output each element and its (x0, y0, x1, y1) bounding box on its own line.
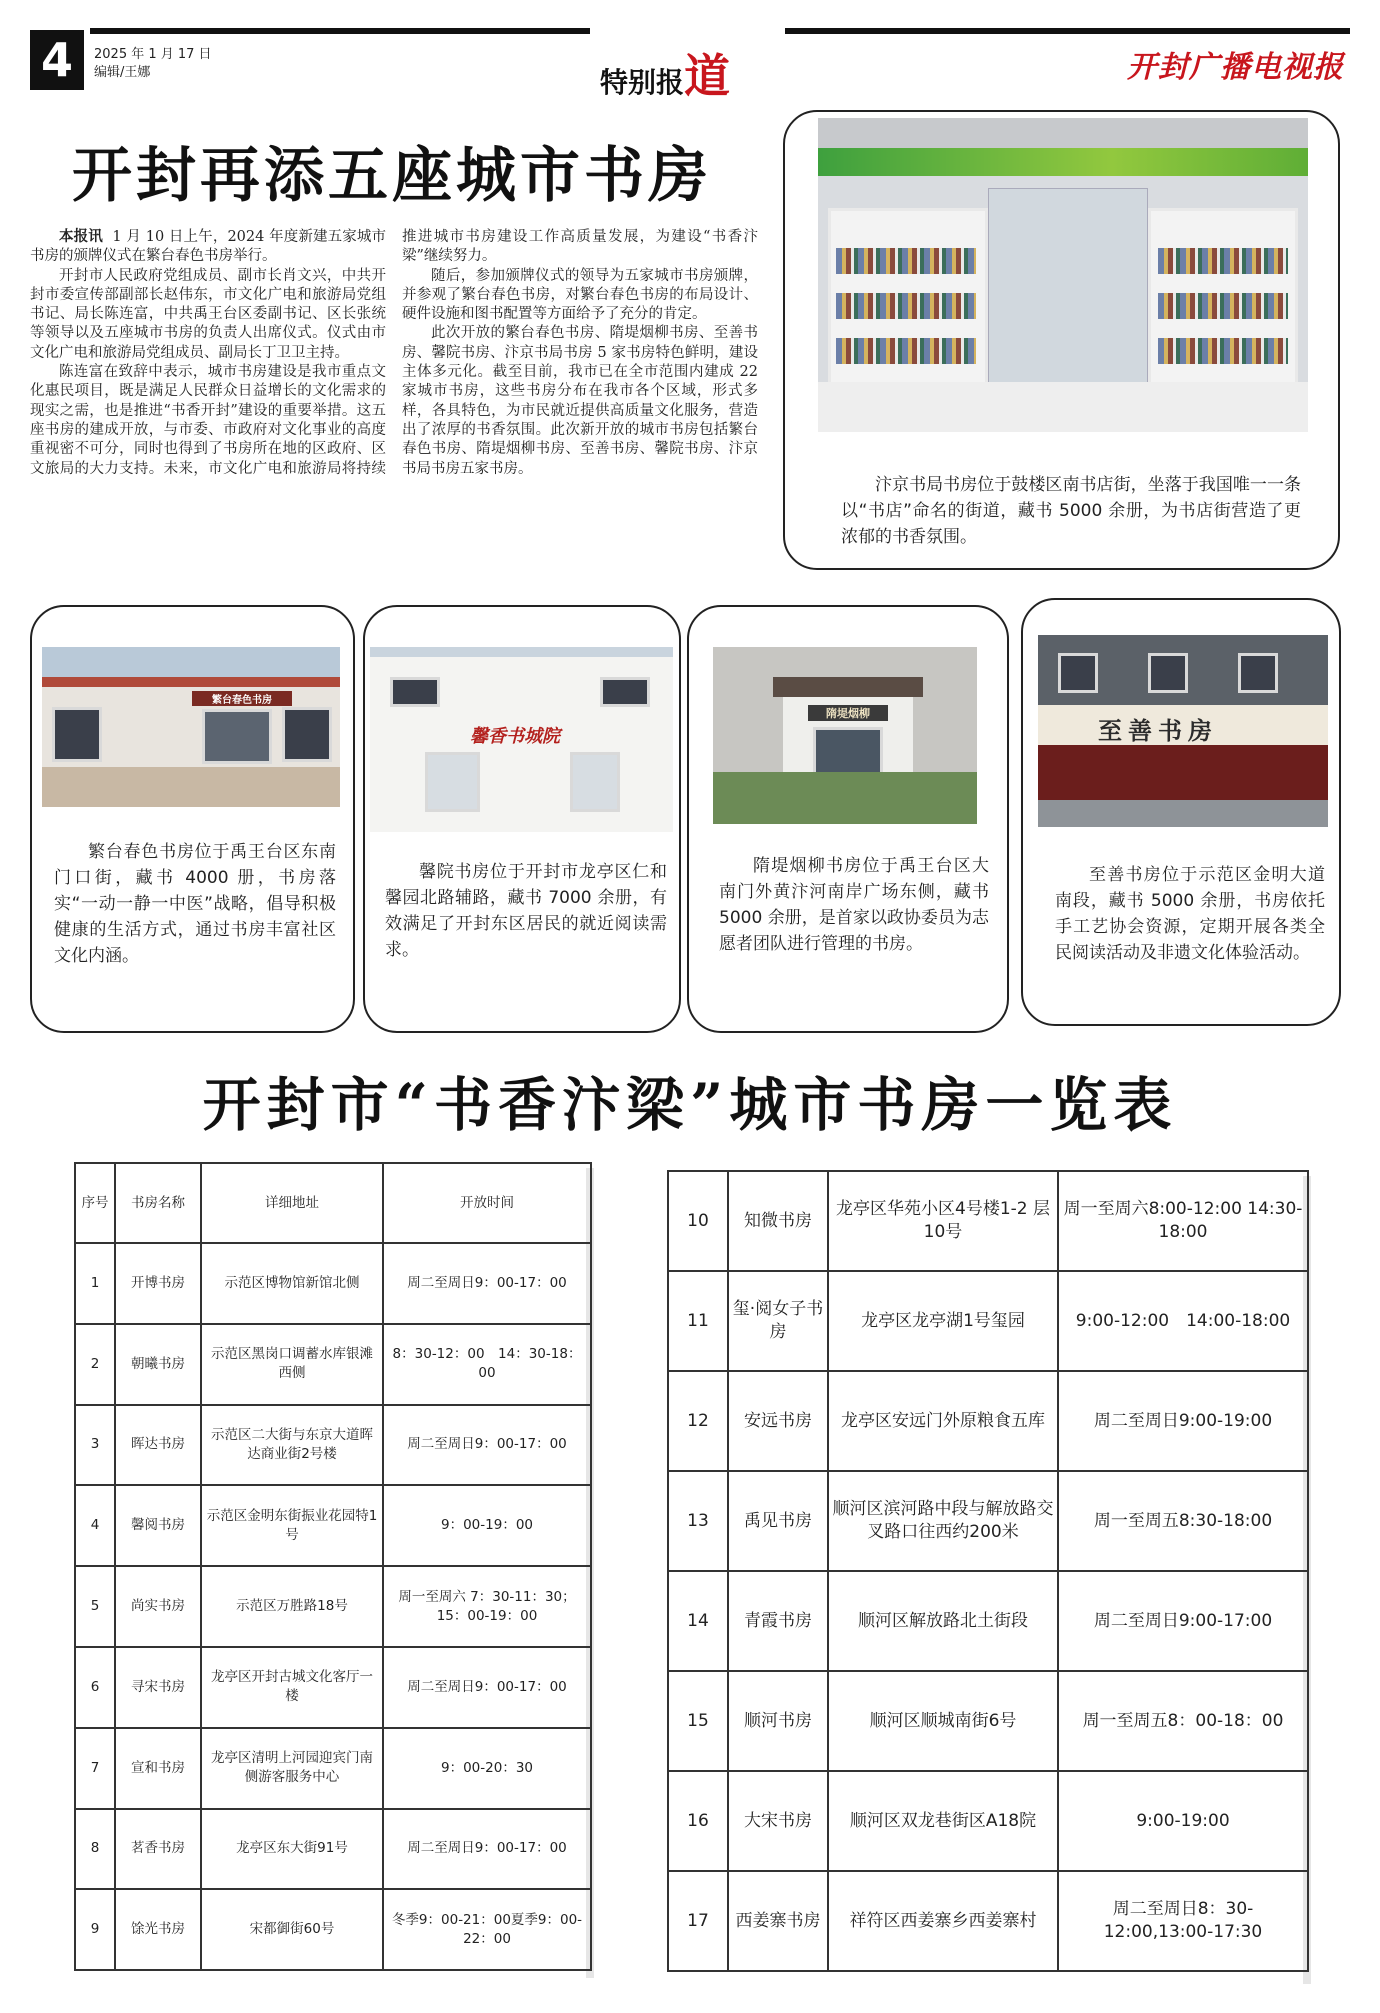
table-cell: 宣和书房 (115, 1728, 201, 1809)
photo-xinyuan (370, 647, 673, 832)
table-cell: 14 (668, 1571, 728, 1671)
table-header-row (75, 1163, 591, 1243)
photo-caption-fantai: 繁台春色书房位于禹王台区东南门口街，藏书 4000 册，书房落实“一动一静一中医”战略，倡导积极健康的生活方式，通过书房丰富社区文化内涵。 (54, 842, 336, 966)
table-cell: 13 (668, 1471, 728, 1571)
table-cell: 馀光书房 (115, 1889, 201, 1970)
table-cell: 龙亭区安远门外原粮食五库 (828, 1371, 1058, 1471)
article-body (30, 228, 758, 590)
article-headline: 开封再添五座城市书房 (72, 141, 712, 211)
editor-credit: 编辑/王娜 (94, 65, 151, 80)
table-row (75, 1728, 591, 1809)
masthead-logo: 开封广播电视报 (1127, 50, 1344, 85)
table-cell: 尚实书房 (115, 1566, 201, 1647)
table-cell: 龙亭区清明上河园迎宾门南侧游客服务中心 (201, 1728, 383, 1809)
table-row (75, 1889, 591, 1970)
bookroom-table-right (667, 1170, 1309, 1972)
page-number: 4 (30, 30, 84, 90)
feature-photo-box (783, 110, 1340, 570)
photo-box-suiti (687, 605, 1009, 1033)
header-rule-right (785, 28, 1350, 34)
table-cell: 龙亭区开封古城文化客厅一楼 (201, 1647, 383, 1728)
table-row (75, 1647, 591, 1728)
table-cell: 6 (75, 1647, 115, 1728)
col-header: 详细地址 (201, 1163, 383, 1243)
table-cell: 9：00-20：30 (383, 1728, 591, 1809)
col-header: 书房名称 (115, 1163, 201, 1243)
column-title-small: 特别报 (600, 66, 685, 99)
table-cell: 顺河区解放路北土街段 (828, 1571, 1058, 1671)
photo-caption-suiti: 隋堤烟柳书房位于禹王台区大南门外黄汴河南岸广场东侧，藏书 5000 余册，是首家以政协委员为志愿者团队进行管理的书房。 (719, 856, 989, 954)
header-rule-left (90, 28, 590, 34)
table-cell: 周二至周日8：30-12:00,13:00-17:30 (1058, 1871, 1308, 1971)
table-cell: 晖达书房 (115, 1405, 201, 1486)
table-cell: 9 (75, 1889, 115, 1970)
table-cell: 大宋书房 (728, 1771, 828, 1871)
table-cell: 10 (668, 1171, 728, 1271)
table-cell: 寻宋书房 (115, 1647, 201, 1728)
header-meta (94, 46, 212, 82)
table-row (75, 1809, 591, 1890)
feature-caption: 汴京书局书房位于鼓楼区南书店街，坐落于我国唯一一条以“书店”命名的街道，藏书 5000 余册，为书店街营造了更浓郁的书香氛围。 (841, 475, 1301, 547)
bookroom-table-left (74, 1162, 592, 1971)
table-cell: 12 (668, 1371, 728, 1471)
table-row (668, 1871, 1308, 1971)
table-row (668, 1271, 1308, 1371)
table-cell: 示范区博物馆新馆北侧 (201, 1243, 383, 1324)
table-cell: 示范区万胜路18号 (201, 1566, 383, 1647)
article-paragraph: 此次开放的繁台春色书房、隋堤烟柳书房、至善书房、馨院书房、汴京书局书房 5 家书房特色鲜明，建设主体多元化。截至目前，我市已在全市范围内建成 22 家城市书房，这些书房分布在我市各个区域，形式多样，各具特色，为市民就近提供高质量文化服务，营造出了浓厚的书香氛围。此次新开放的城市书房包括繁台春色书房、隋堤烟柳书房、至善书房、馨院书房、汴京书局书房五家书房。 (402, 325, 758, 477)
table-cell: 11 (668, 1271, 728, 1371)
col-header: 序号 (75, 1163, 115, 1243)
table-cell: 祥符区西姜寨乡西姜寨村 (828, 1871, 1058, 1971)
table-cell: 周一至周五8:30-18:00 (1058, 1471, 1308, 1571)
photo-box-fantai (30, 605, 355, 1033)
table-cell: 示范区黑岗口调蓄水库银滩西侧 (201, 1324, 383, 1405)
photo-caption-zhishan: 至善书房位于示范区金明大道南段，藏书 5000 余册，书房依托手工艺协会资源，定期开展各类全民阅读活动及非遗文化体验活动。 (1055, 865, 1325, 963)
table-cell: 顺河区双龙巷街区A18院 (828, 1771, 1058, 1871)
column-title (600, 40, 730, 106)
table-cell: 馨阅书房 (115, 1485, 201, 1566)
table-cell: 周二至周日9：00-17：00 (383, 1809, 591, 1890)
table-cell: 龙亭区华苑小区4号楼1-2 层 10号 (828, 1171, 1058, 1271)
table-cell: 龙亭区龙亭湖1号玺园 (828, 1271, 1058, 1371)
table-cell: 16 (668, 1771, 728, 1871)
table-row (668, 1771, 1308, 1871)
table-cell: 15 (668, 1671, 728, 1771)
table-row (75, 1324, 591, 1405)
table-row (75, 1405, 591, 1486)
table-cell: 5 (75, 1566, 115, 1647)
table-cell: 7 (75, 1728, 115, 1809)
photo-zhishan (1038, 635, 1328, 827)
table-row (668, 1471, 1308, 1571)
photo-suiti (713, 647, 977, 824)
table-cell: 顺河区滨河路中段与解放路交叉路口往西约200米 (828, 1471, 1058, 1571)
photo-box-xinyuan (363, 605, 681, 1033)
photo-caption-xinyuan: 馨院书房位于开封市龙亭区仁和馨园北路辅路，藏书 7000 余册，有效满足了开封东区居民的就近阅读需求。 (385, 862, 667, 960)
table-row (75, 1243, 591, 1324)
table-cell: 2 (75, 1324, 115, 1405)
table-cell: 周二至周日9：00-17：00 (383, 1405, 591, 1486)
table-cell: 龙亭区东大街91号 (201, 1809, 383, 1890)
table-cell: 冬季9：00-21：00夏季9：00-22：00 (383, 1889, 591, 1970)
table-cell: 示范区金明东街振业花园特1号 (201, 1485, 383, 1566)
col-header: 开放时间 (383, 1163, 591, 1243)
table-cell: 茗香书房 (115, 1809, 201, 1890)
column-title-big: 道 (684, 49, 731, 103)
table-row (668, 1371, 1308, 1471)
storefront-sign: 至善书房 (1098, 716, 1218, 745)
table-cell: 17 (668, 1871, 728, 1971)
table-cell: 周一至周五8：00-18：00 (1058, 1671, 1308, 1771)
article-lead: 本报讯 (59, 229, 103, 245)
photo-box-zhishan (1021, 598, 1341, 1026)
table-cell: 示范区二大街与东京大道晖达商业街2号楼 (201, 1405, 383, 1486)
table-cell: 开博书房 (115, 1243, 201, 1324)
table-cell: 8：30-12：00 14：30-18：00 (383, 1324, 591, 1405)
table-cell: 9:00-12:00 14:00-18:00 (1058, 1271, 1308, 1371)
article-paragraph: 随后，参加颁牌仪式的领导为五家城市书房颁牌，并参观了繁台春色书房，对繁台春色书房的布局设计、硬件设施和图书配置等方面给予了充分的肯定。 (402, 267, 758, 323)
table-cell: 知微书房 (728, 1171, 828, 1271)
issue-date: 2025 年 1 月 17 日 (94, 47, 212, 62)
table-cell: 9：00-19：00 (383, 1485, 591, 1566)
table-cell: 3 (75, 1405, 115, 1486)
table-row (75, 1485, 591, 1566)
table-cell: 8 (75, 1809, 115, 1890)
article-paragraph: 开封市人民政府党组成员、副市长肖文兴，中共开封市委宣传部副部长赵伟东，市文化广电和旅游局党组书记、局长陈连富，中共禹王台区委副书记、区长张统等领导以及五座城市书房的负责人出席仪式。仪式由市文化广电和旅游局党组成员、副局长丁卫卫主持。 (30, 267, 386, 361)
table-cell: 9:00-19:00 (1058, 1771, 1308, 1871)
storefront-sign: 繁台春色书房 (192, 691, 292, 706)
table-cell: 周二至周日9:00-19:00 (1058, 1371, 1308, 1471)
table-cell: 1 (75, 1243, 115, 1324)
table-row (668, 1671, 1308, 1771)
table-row (668, 1171, 1308, 1271)
table-cell: 周一至周六8:00-12:00 14:30-18:00 (1058, 1171, 1308, 1271)
table-cell: 周二至周日9：00-17：00 (383, 1647, 591, 1728)
feature-photo (818, 118, 1308, 432)
table-cell: 禹见书房 (728, 1471, 828, 1571)
table-cell: 玺·阅女子书房 (728, 1271, 828, 1371)
table-cell: 4 (75, 1485, 115, 1566)
table-row (75, 1566, 591, 1647)
list-title: 开封市“书香汴梁”城市书房一览表 (202, 1071, 1178, 1139)
table-cell: 周二至周日9:00-17:00 (1058, 1571, 1308, 1671)
table-cell: 顺河书房 (728, 1671, 828, 1771)
table-cell: 安远书房 (728, 1371, 828, 1471)
article-paragraph: 陈连富在致辞中表示，城市书房建设是我市重点文化惠民项目，既是满足人民群众日益增长的文化需求的现实之需，也是推进“书香开封”建设的重要举措。这五座书房的建成开放，与市委、市政府对文化事业的高度重视密不可分，同时也得到了书房所在地的区政府、区文旅局的大力支持。未来，市文化广电和旅游局将持续推进城市书房建设工作高质量发展，为建设“书香汴梁”继续努力。 (30, 229, 758, 477)
storefront-sign: 馨香书城院 (470, 726, 560, 747)
photo-fantai (42, 647, 340, 807)
table-row (668, 1571, 1308, 1671)
table-cell: 朝曦书房 (115, 1324, 201, 1405)
table-cell: 西姜寨书房 (728, 1871, 828, 1971)
storefront-sign: 隋堤烟柳 (808, 705, 888, 721)
table-cell: 青霞书房 (728, 1571, 828, 1671)
article-paragraph: 本报讯 1 月 10 日上午，2024 年度新建五家城市书房的颁牌仪式在繁台春色书房举行。 (30, 229, 387, 265)
table-cell: 周二至周日9：00-17：00 (383, 1243, 591, 1324)
table-cell: 周一至周六 7：30-11：30；15：00-19：00 (383, 1566, 591, 1647)
table-cell: 宋都御街60号 (201, 1889, 383, 1970)
table-cell: 顺河区顺城南街6号 (828, 1671, 1058, 1771)
